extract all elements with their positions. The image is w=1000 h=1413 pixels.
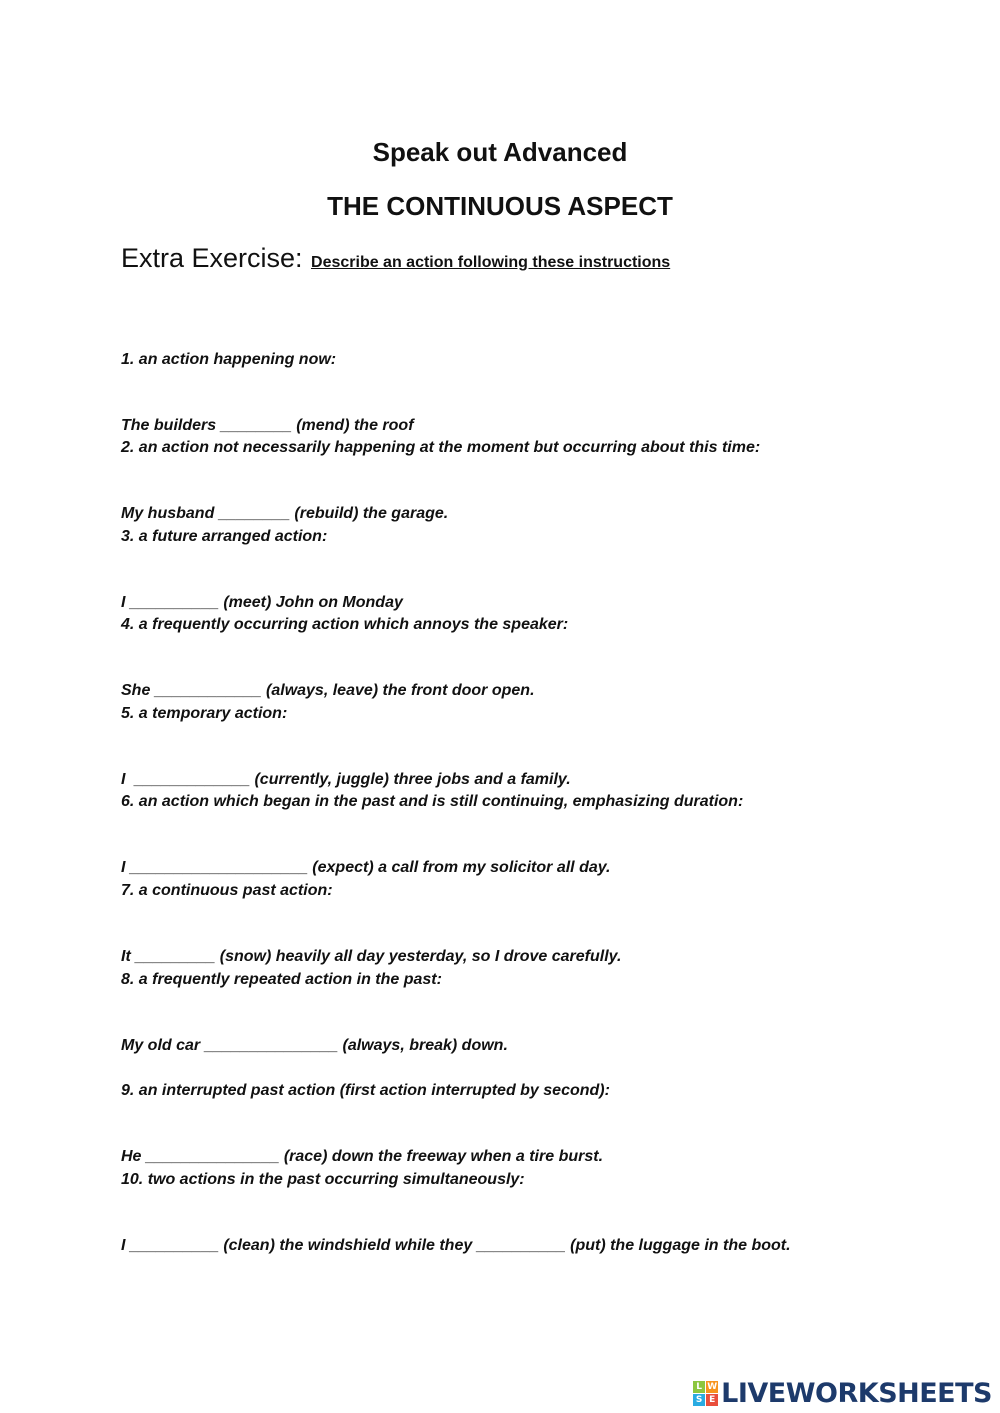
liveworksheets-logo[interactable] [693, 1375, 992, 1411]
question-sentence: I _____________ (currently, juggle) three jobs and a family. [121, 771, 571, 788]
question-prompt: 4. a frequently occurring action which annoys the speaker: [121, 616, 569, 633]
question-sentence: The builders ________ (mend) the roof [121, 417, 414, 434]
exercise-label: Extra Exercise: [121, 243, 303, 273]
exercise-header [121, 243, 670, 274]
question-prompt: 7. a continuous past action: [121, 882, 333, 899]
question-prompt: 9. an interrupted past action (first action interrupted by second): [121, 1082, 610, 1099]
question-prompt: 1. an action happening now: [121, 351, 337, 368]
question-sentence: I __________ (clean) the windshield while they __________ (put) the luggage in the boot. [121, 1237, 791, 1254]
logo-mark-letter: S [693, 1394, 705, 1406]
question-item [121, 1125, 791, 1301]
page-title: Speak out Advanced [372, 137, 628, 167]
question-prompt: 6. an action which began in the past and is still continuing, emphasizing duration: [121, 793, 744, 810]
question-sentence: My husband ________ (rebuild) the garage. [121, 505, 449, 522]
question-sentence: He _______________ (race) down the freeway when a tire burst. [121, 1148, 604, 1165]
logo-mark-letter: L [693, 1381, 705, 1393]
logo-text: LIVEWORKSHEETS [721, 1377, 992, 1409]
question-prompt: 10. two actions in the past occurring simultaneously: [121, 1171, 525, 1188]
logo-mark-icon [693, 1381, 718, 1406]
question-sentence: She ____________ (always, leave) the front door open. [121, 682, 535, 699]
exercise-instruction: Describe an action following these instructions [311, 254, 671, 271]
question-sentence: It _________ (snow) heavily all day yesterday, so I drove carefully. [121, 948, 622, 965]
question-prompt: 5. a temporary action: [121, 705, 288, 722]
logo-mark-letter: E [706, 1394, 718, 1406]
question-sentence: My old car _______________ (always, break) down. [121, 1037, 508, 1054]
logo-mark-letter: W [707, 1381, 718, 1392]
question-sentence: I ____________________ (expect) a call from my solicitor all day. [121, 859, 611, 876]
question-prompt: 8. a frequently repeated action in the past: [121, 971, 442, 988]
question-sentence: I __________ (meet) John on Monday [121, 594, 403, 611]
question-prompt: 3. a future arranged action: [121, 528, 328, 545]
page-subtitle: THE CONTINUOUS ASPECT [327, 191, 673, 221]
question-prompt: 2. an action not necessarily happening at the moment but occurring about this time: [121, 439, 761, 456]
